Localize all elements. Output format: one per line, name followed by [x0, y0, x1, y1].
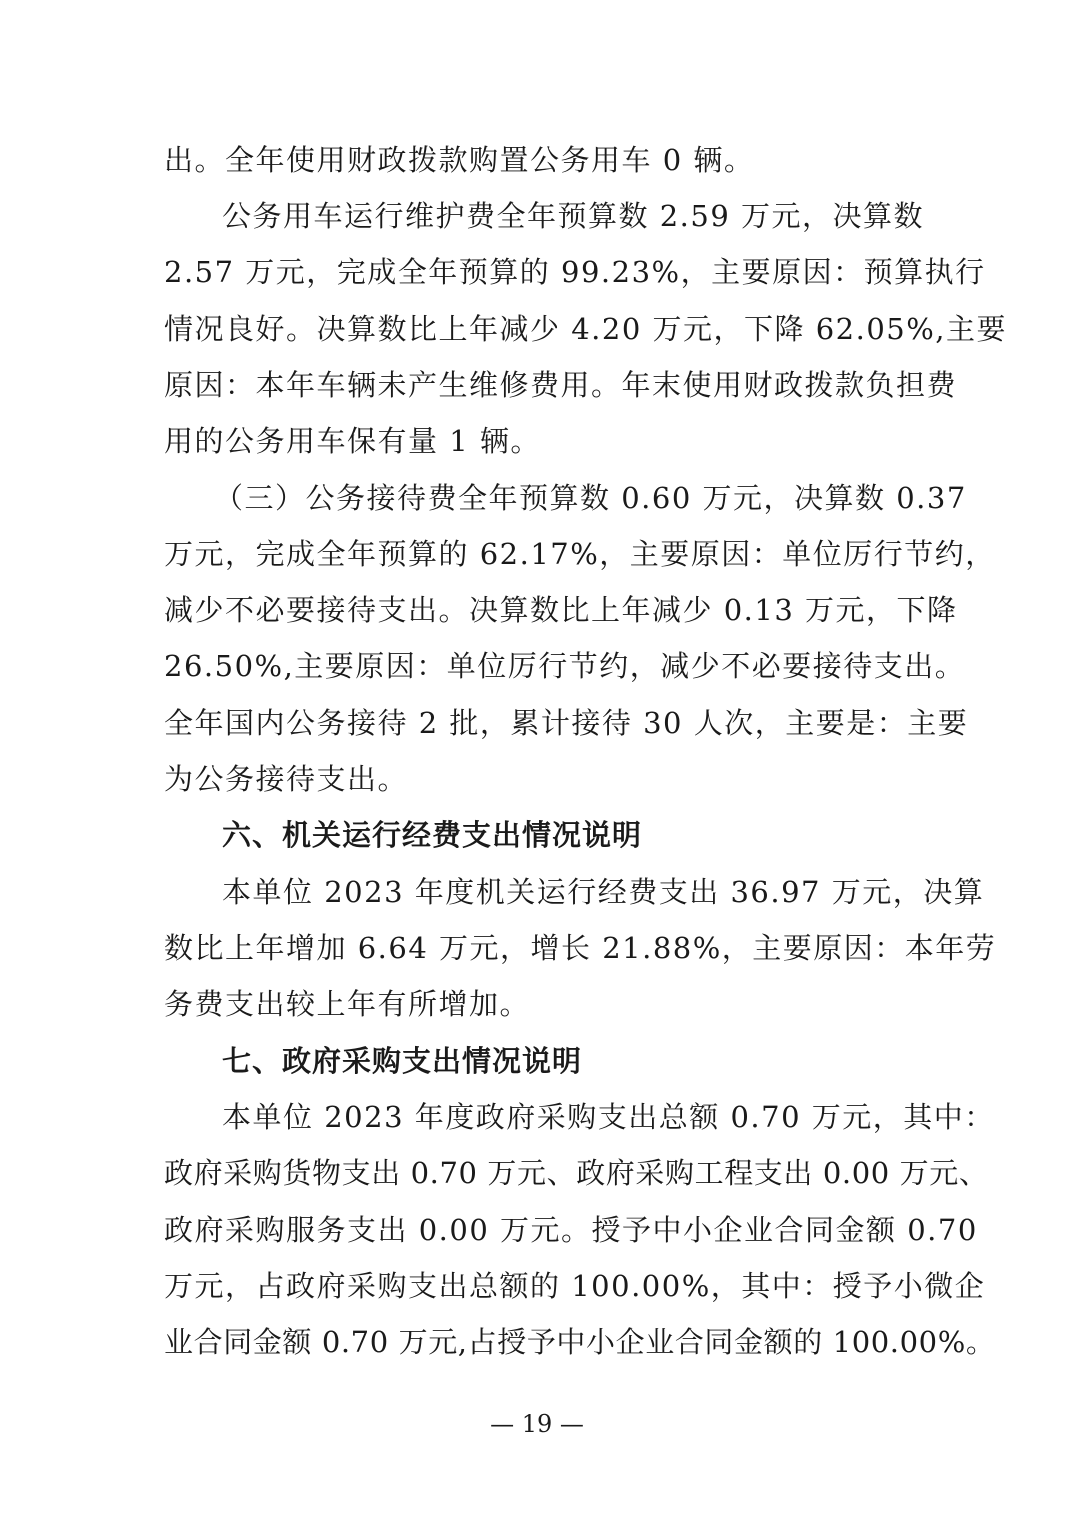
paragraph-line: （三）公务接待费全年预算数 0.60 万元，决算数 0.37	[214, 481, 967, 515]
paragraph-line: 政府采购服务支出 0.00 万元。授予中小企业合同金额 0.70	[164, 1213, 978, 1247]
paragraph-line: 原因：本年车辆未产生维修费用。年末使用财政拨款负担费	[164, 368, 958, 402]
paragraph-line: 公务用车运行维护费全年预算数 2.59 万元，决算数	[222, 199, 925, 233]
paragraph-line: 数比上年增加 6.64 万元，增长 21.88%，主要原因：本年劳	[164, 931, 997, 965]
paragraph-line: 情况良好。决算数比上年减少 4.20 万元，下降 62.05%,主要	[164, 312, 1008, 346]
paragraph-line: 万元，完成全年预算的 62.17%，主要原因：单位厉行节约，	[164, 537, 996, 571]
paragraph-line: 减少不必要接待支出。决算数比上年减少 0.13 万元，下降	[164, 593, 958, 627]
paragraph-line: 本单位 2023 年度机关运行经费支出 36.97 万元，决算	[222, 875, 985, 909]
paragraph-line: 政府采购货物支出 0.70 万元、政府采购工程支出 0.00 万元、	[164, 1156, 989, 1190]
paragraph-line: 本单位 2023 年度政府采购支出总额 0.70 万元，其中：	[222, 1100, 995, 1134]
paragraph-line: 全年国内公务接待 2 批，累计接待 30 人次，主要是：主要	[164, 706, 969, 740]
paragraph-line: 用的公务用车保有量 1 辆。	[164, 424, 541, 458]
paragraph-line: 2.57 万元，完成全年预算的 99.23%，主要原因：预算执行	[164, 255, 986, 289]
paragraph-line: 26.50%,主要原因：单位厉行节约，减少不必要接待支出。	[164, 649, 966, 683]
paragraph-line: 业合同金额 0.70 万元,占授予中小企业合同金额的 100.00%。	[164, 1325, 996, 1359]
paragraph-line: 为公务接待支出。	[164, 762, 409, 796]
page-number: — 19 —	[490, 1410, 584, 1438]
paragraph-line: 万元，占政府采购支出总额的 100.00%，其中：授予小微企	[164, 1269, 986, 1303]
paragraph-line: 务费支出较上年有所增加。	[164, 987, 531, 1021]
section-heading: 七、政府采购支出情况说明	[222, 1044, 583, 1078]
paragraph-line: 出。全年使用财政拨款购置公务用车 0 辆。	[164, 143, 755, 177]
section-heading: 六、机关运行经费支出情况说明	[222, 818, 643, 852]
